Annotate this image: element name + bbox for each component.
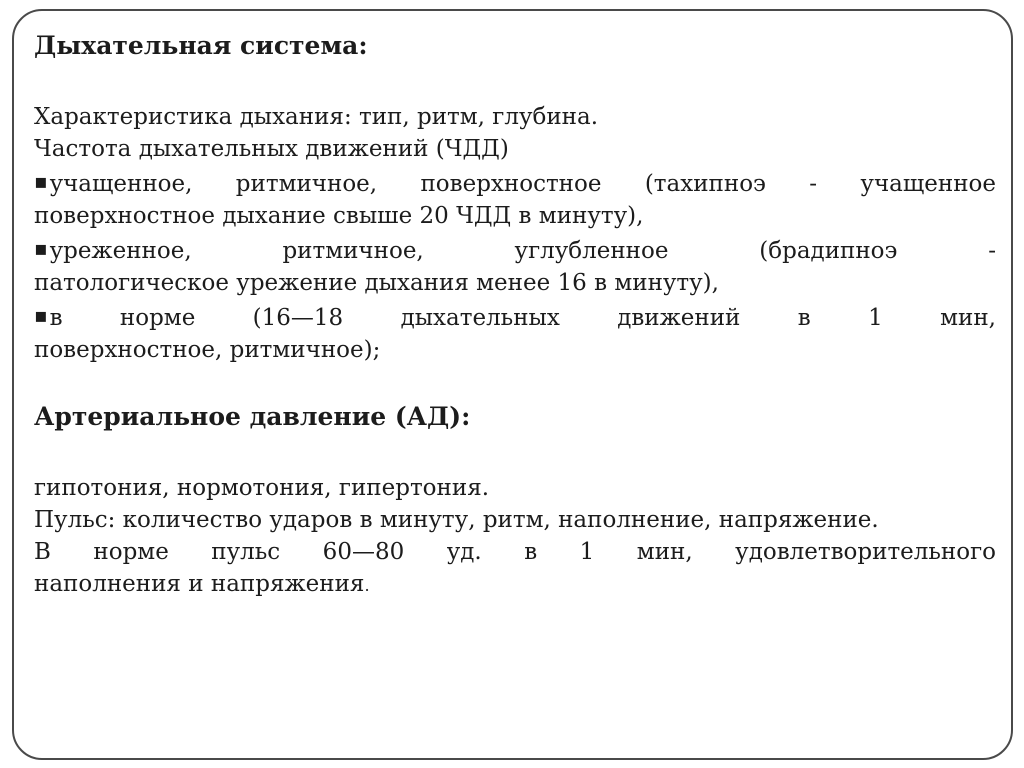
pulse-norm-line: В норме пульс 60—80 уд. в 1 мин, удовлетворительного	[34, 539, 996, 565]
bullet-normal-text1: в норме (16—18 дыхательных движений в 1 мин,	[49, 305, 996, 331]
slide-frame	[12, 9, 1013, 760]
breathing-characteristics-line: Характеристика дыхания: тип, ритм, глубина.	[34, 104, 599, 130]
respiratory-system-heading: Дыхательная система:	[34, 31, 368, 60]
pulse-characteristics-line: Пульс: количество ударов в минуту, ритм, наполнение, напряжение.	[34, 507, 879, 533]
bullet-bradypnea-line2: патологическое урежение дыхания менее 16 в минуту),	[34, 270, 719, 296]
pulse-norm-continuation-line	[34, 568, 996, 602]
respiratory-rate-line: Частота дыхательных движений (ЧДД)	[34, 136, 509, 162]
spacer	[34, 434, 996, 472]
blood-pressure-heading: Артериальное давление (АД):	[34, 402, 471, 431]
bullet-bradypnea-text1: уреженное, ритмичное, углубленное (брадипноэ -	[49, 238, 996, 264]
final-period: .	[364, 576, 370, 595]
bullet-marker: ▪	[34, 169, 48, 193]
bullet-tachypnea-line2: поверхностное дыхание свыше 20 ЧДД в минуту),	[34, 203, 644, 229]
bullet-normal-line2: поверхностное, ритмичное);	[34, 337, 381, 363]
spacer	[34, 366, 996, 400]
spacer	[34, 63, 996, 101]
blood-pressure-types-line: гипотония, нормотония, гипертония.	[34, 475, 490, 501]
slide-content	[34, 29, 996, 602]
bullet-normal-line1	[34, 299, 996, 334]
bullet-bradypnea-line1	[34, 232, 996, 267]
bullet-marker: ▪	[34, 236, 48, 260]
bullet-tachypnea-line1	[34, 165, 996, 200]
bullet-marker: ▪	[34, 303, 48, 327]
bullet-tachypnea-text1: учащенное, ритмичное, поверхностное (тахипноэ - учащенное	[49, 171, 996, 197]
pulse-norm-continuation-text: наполнения и напряжения	[34, 571, 365, 597]
